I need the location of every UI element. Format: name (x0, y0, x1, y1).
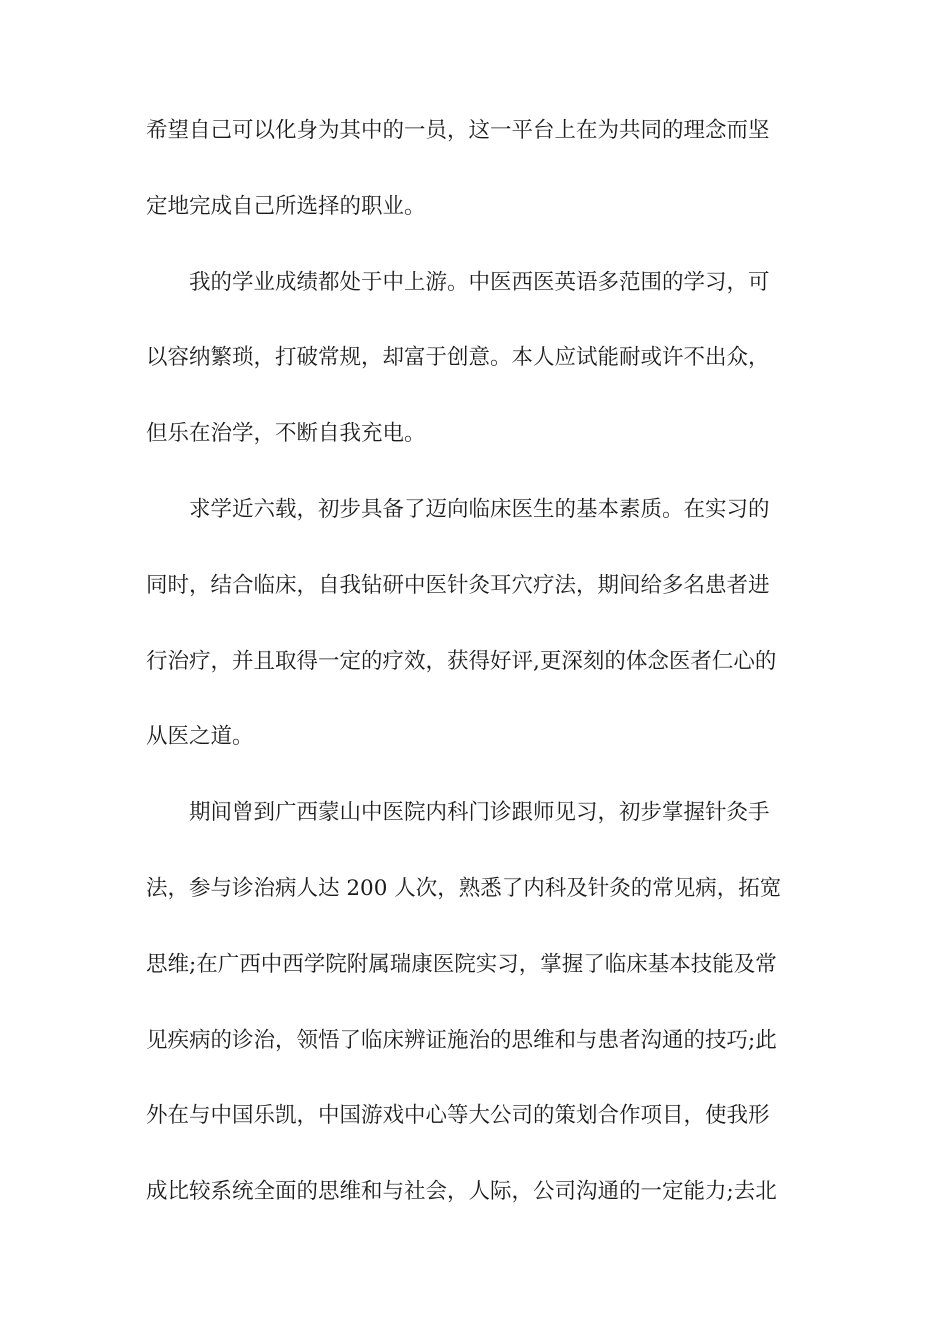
text-line: 定地完成自己所选择的职业。 (146, 193, 426, 219)
text-line: 思维;在广西中西学院附属瑞康医院实习，掌握了临床基本技能及常 (146, 951, 777, 977)
text-line: 从医之道。 (146, 724, 254, 750)
text-line: 成比较系统全面的思维和与社会，人际，公司沟通的一定能力;去北 (146, 1179, 777, 1205)
text-line: 行治疗，并且取得一定的疗效，获得好评,更深刻的体念医者仁心的 (146, 648, 777, 674)
text-line: 见疾病的诊治，领悟了临床辨证施治的思维和与患者沟通的技巧;此 (146, 1027, 777, 1053)
text-line: 外在与中国乐凯，中国游戏中心等大公司的策划合作项目，使我形 (146, 1103, 770, 1129)
text-line: 希望自己可以化身为其中的一员，这一平台上在为共同的理念而坚 (146, 118, 770, 143)
text-line: 求学近六载，初步具备了迈向临床医生的基本素质。在实习的 (189, 496, 770, 522)
paragraph (146, 496, 806, 812)
text-line: 我的学业成绩都处于中上游。中医西医英语多范围的学习，可 (189, 269, 770, 295)
text-line: 但乐在治学，不断自我充电。 (146, 421, 426, 447)
body-text (146, 118, 806, 1267)
text-line: 期间曾到广西蒙山中医院内科门诊跟师见习，初步掌握针灸手 (189, 800, 770, 826)
text-line: 同时，结合临床，自我钻研中医针灸耳穴疗法，期间给多名患者进 (146, 572, 770, 598)
text-line: 法，参与诊治病人达 200 人次，熟悉了内科及针灸的常见病，拓宽 (146, 875, 782, 901)
text-line: 以容纳繁琐，打破常规，却富于创意。本人应试能耐或许不出众， (146, 345, 770, 371)
paragraph (146, 800, 806, 1267)
